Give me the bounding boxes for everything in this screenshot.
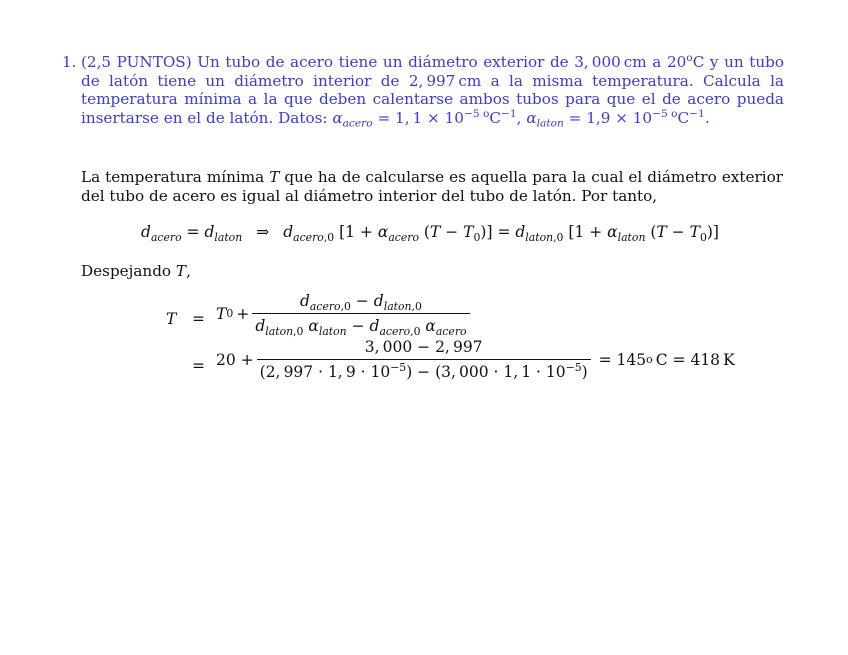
solution-paragraph: La temperatura mínima T que ha de calcularse es aquella para la cual el diámetro exterior del tubo de acero es igual al diámetro interior del tubo de latón. Por tanto,	[81, 168, 783, 205]
fraction: $\frac{d_{acero,0} - d_{laton,0}}{d_{laton,0} \alpha_{laton} - d_{acero,0} \alpha_{acero}}$	[252, 292, 469, 335]
document-page: 1. (2,5 PUNTOS) Un tubo de acero tiene un diámetro exterior de 3, 000 cm a 20$^o$C y un tubo de latón tiene un diámetro interior de 2, 997 cm a la misma temperatura. Calcula la temperatura mínima a la que deben calentarse ambos tubos para que el de acero pueda insertarse en el de latón. Datos: $\alpha_{acero} = 1$, $1 \times 10^{-5 o}C^{-1}$, $\alpha_{laton} = 1,9 \times 10^{-5 o}C^{-1}$. La temperatura mínima T que ha de calcularse es aquella para la cual el diámetro exterior del tubo de acero es igual al diámetro interior del tubo de latón. Por tanto, $d_{acero} = d_{laton}$ ⇒ $d_{acero,0}$ [$1 + \alpha_{acero}$ $(T - T_0)] = d_{laton,0}$ [$1 + \alpha_{laton}$ $(T - T_0)$] Despejando T, T = T 0 + $\frac{d_{acero,0} - d_{laton,0}}{d_{laton,0} \alpha_{laton} - d_{acero,0} \alpha_{acero}}$ = 20 + $\frac{3, 000 - 2, 997}{(2, 997 \cdot 1, 9 \cdot 10^{-5}) - (3, 000 \cdot 1, 1 \cdot 10^{-5})}$ = 145 o C = 418 K	[62, 51, 784, 381]
equation-condition: $d_{acero} = d_{laton}$ ⇒ $d_{acero,0}$ [$1 + \alpha_{acero}$ $(T - T_0)] = d_{laton,0}$ [$1 + \alpha_{laton}$ $(T - T_0)$]	[141, 223, 719, 244]
fraction-numeric: $\frac{3, 000 - 2, 997}{(2, 997 \cdot 1, 9 \cdot 10^{-5}) - (3, 000 \cdot 1, 1 \cdot 10^{-5})}$	[257, 338, 591, 381]
solution-paragraph-2: Despejando T,	[81, 262, 191, 280]
problem-statement	[62, 51, 784, 130]
problem-number: 1.	[62, 53, 77, 71]
problem-text: (2,5 PUNTOS) Un tubo de acero tiene un diámetro exterior de 3, 000 cm a 20$^o$C y un tubo de latón tiene un diámetro interior de 2, 997 cm a la misma temperatura. Calcula la temperatura mínima a la que deben calentarse ambos tubos para que el de acero pueda insertarse en el de latón. Datos: $\alpha_{acero} = 1$, $1 \times 10^{-5 o}C^{-1}$, $\alpha_{laton} = 1,9 \times 10^{-5 o}C^{-1}$.	[81, 51, 784, 130]
